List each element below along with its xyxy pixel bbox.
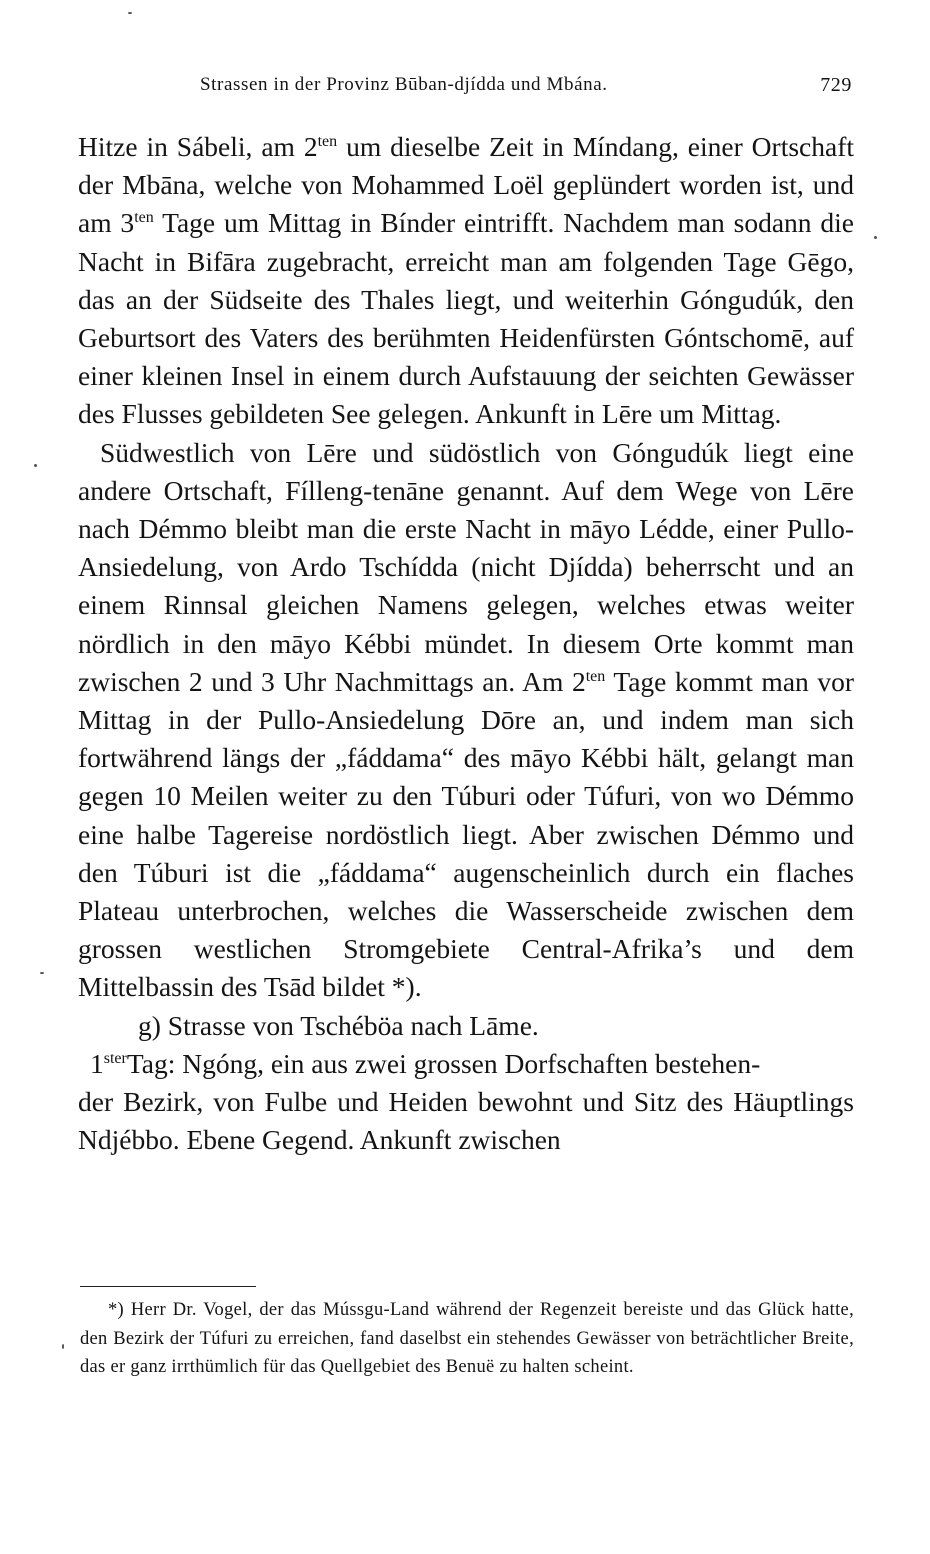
day-word: Tag: [126,1047,176,1079]
running-title: Strassen in der Provinz Būban-djídda und Mbána. [200,74,608,95]
itinerary-day-1-continued: der Bezirk, von Fulbe und Heiden bewohnt und Sitz des Häuptlings Ndjébbo. Ebene Gegend. Ankunft zwischen [78,1086,854,1156]
main-text [78,128,854,1159]
day-label [78,1045,175,1083]
paragraph-1 [78,128,854,434]
print-speck [62,1344,64,1349]
day-1-first-line: Ngóng, ein aus zwei grossen Dorfschaften bestehen- [175,1047,761,1079]
footnote-mark: *) [108,1300,125,1320]
footnote-text: Herr Dr. Vogel, der das Mússgu-Land während der Regenzeit bereiste und das Glück hatte, den Bezirk der Túfuri zu erreichen, fand daselbst ein stehendes Gewässer von beträchtlicher Breite, das er ganz irrthümlich für das Quellgebiet des Benuë zu halten scheint. [80,1300,854,1378]
footnote [80,1296,854,1382]
paragraph-1-part-1: Hitze in Sábeli, am 2 [78,131,318,162]
print-speck [40,972,44,974]
ordinal-suffix: ten [134,209,154,227]
day-number: 1 [90,1047,104,1079]
section-heading: g) Strasse von Tschéböa nach Lāme. [138,1009,539,1041]
print-speck [128,12,132,14]
print-speck [34,464,37,467]
day-ordinal-suffix: ster [103,1049,127,1067]
ordinal-suffix: ten [317,133,338,150]
paragraph-2 [78,434,854,1007]
footnote-divider [80,1286,256,1287]
page-number: 729 [820,74,852,96]
print-speck [874,236,877,239]
running-header [200,74,852,104]
paragraph-1-part-3: Tage um Mittag in Bínder eintrifft. Nachdem man sodann die Nacht in Bifāra zugebracht, erreicht man am folgenden Tage Gēgo, das an der Südseite des Thales liegt, und weiterhin Góngudúk, den Geburtsort des Vaters des berühmten Heidenfürsten Góntschomē, auf einer kleinen Insel in einem durch Aufstauung der seichten Gewässer des Flusses gebildeten See gelegen. Ankunft in Lēre um Mittag. [78,207,854,430]
ordinal-suffix: ten [585,667,606,685]
paragraph-1-part-2: um dieselbe Zeit in Míndang, einer Ortschaft der Mbāna, welche von Mohammed Loël geplündert worden ist, und am 3 [78,131,854,239]
itinerary-day-1 [78,1045,854,1083]
paragraph-2-part-2: Tage kommt man vor Mittag in der Pullo-Ansiedelung Dōre an, und indem man sich fortwährend längs der „fáddama“ des māyo Kébbi hält, gelangt man gegen 10 Meilen weiter zu den Túburi oder Túfuri, von wo Démmo eine halbe Tagereise nordöstlich liegt. Aber zwischen Démmo und den Túburi ist die „fáddama“ augenscheinlich durch ein flaches Plateau unterbrochen, welches die Wasserscheide zwischen dem grossen westlichen Stromgebiete Central-Afrika’s und dem Mittelbassin des Tsād bildet *). [78,665,854,1003]
paragraph-2-part-1: Südwestlich von Lēre und südöstlich von Góngudúk liegt eine andere Ortschaft, Fílleng-tenāne genannt. Auf dem Wege von Lēre nach Démmo bleibt man die erste Nacht in māyo Lédde, einer Pullo-Ansiedelung, von Ardo Tschídda (nicht Djídda) beherrscht und an einem Rinnsal gleichen Namens gelegen, welches etwas weiter nördlich in den māyo Kébbi mündet. In diesem Orte kommt man zwischen 2 und 3 Uhr Nachmittags an. Am 2 [78,436,854,697]
